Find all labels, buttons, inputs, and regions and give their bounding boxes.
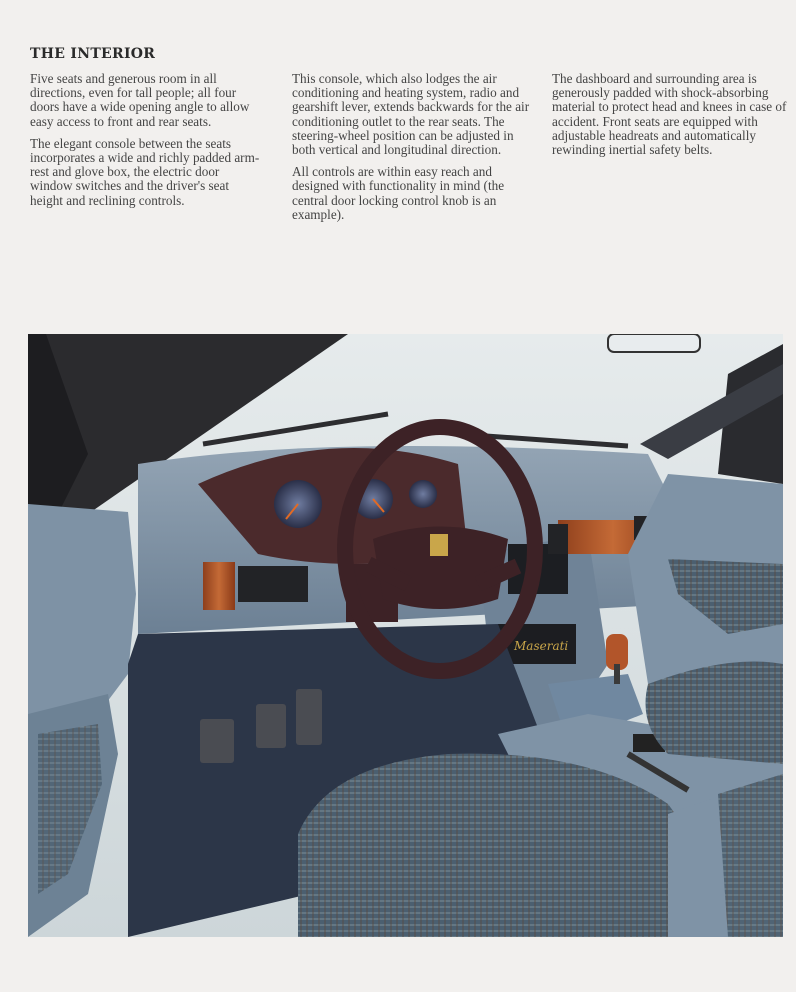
paragraph: Five seats and generous room in all directions, even for tall people; all four doors have a wide opening angle to allow easy access to front and rear seats.: [30, 71, 250, 129]
text-column-1: [30, 72, 265, 216]
interior-photo: [28, 334, 783, 937]
brake-pedal: [256, 704, 286, 748]
interior-illustration: [28, 334, 783, 937]
paragraph: The dashboard and surrounding area is generously padded with shock-absorbing material to protect head and knees in case of accident. Front seats are equipped with adjustable headreats and automatically rewinding inertial safety belts.: [552, 71, 787, 158]
text-column-2: [292, 72, 532, 230]
rearview-mirror: [608, 334, 700, 352]
paragraph: The elegant console between the seats incorporates a wide and richly padded arm-rest and glove box, the electric door window switches and the driver's seat height and reclining controls.: [30, 135, 260, 208]
air-vent-left: [238, 566, 308, 602]
section-heading: THE INTERIOR: [30, 46, 156, 62]
wood-trim-dash-left: [203, 562, 235, 610]
console-badge: Maserati: [514, 639, 569, 653]
clutch-pedal: [200, 719, 234, 763]
steering-wheel-emblem: [430, 534, 448, 556]
paragraph: This console, which also lodges the air conditioning and heating system, radio and gearshift lever, extends backwards for the air conditioning outlet to the rear seats. The steering-wheel position can be adjusted in both vertical and longitudinal direction.: [292, 71, 530, 158]
accelerator-pedal: [296, 689, 322, 745]
paragraph: All controls are within easy reach and designed with functionality in mind (the central door locking control knob is an example).: [292, 164, 505, 222]
air-vent-center: [548, 524, 568, 554]
aux-gauge: [409, 480, 437, 508]
text-column-3: [552, 72, 790, 165]
